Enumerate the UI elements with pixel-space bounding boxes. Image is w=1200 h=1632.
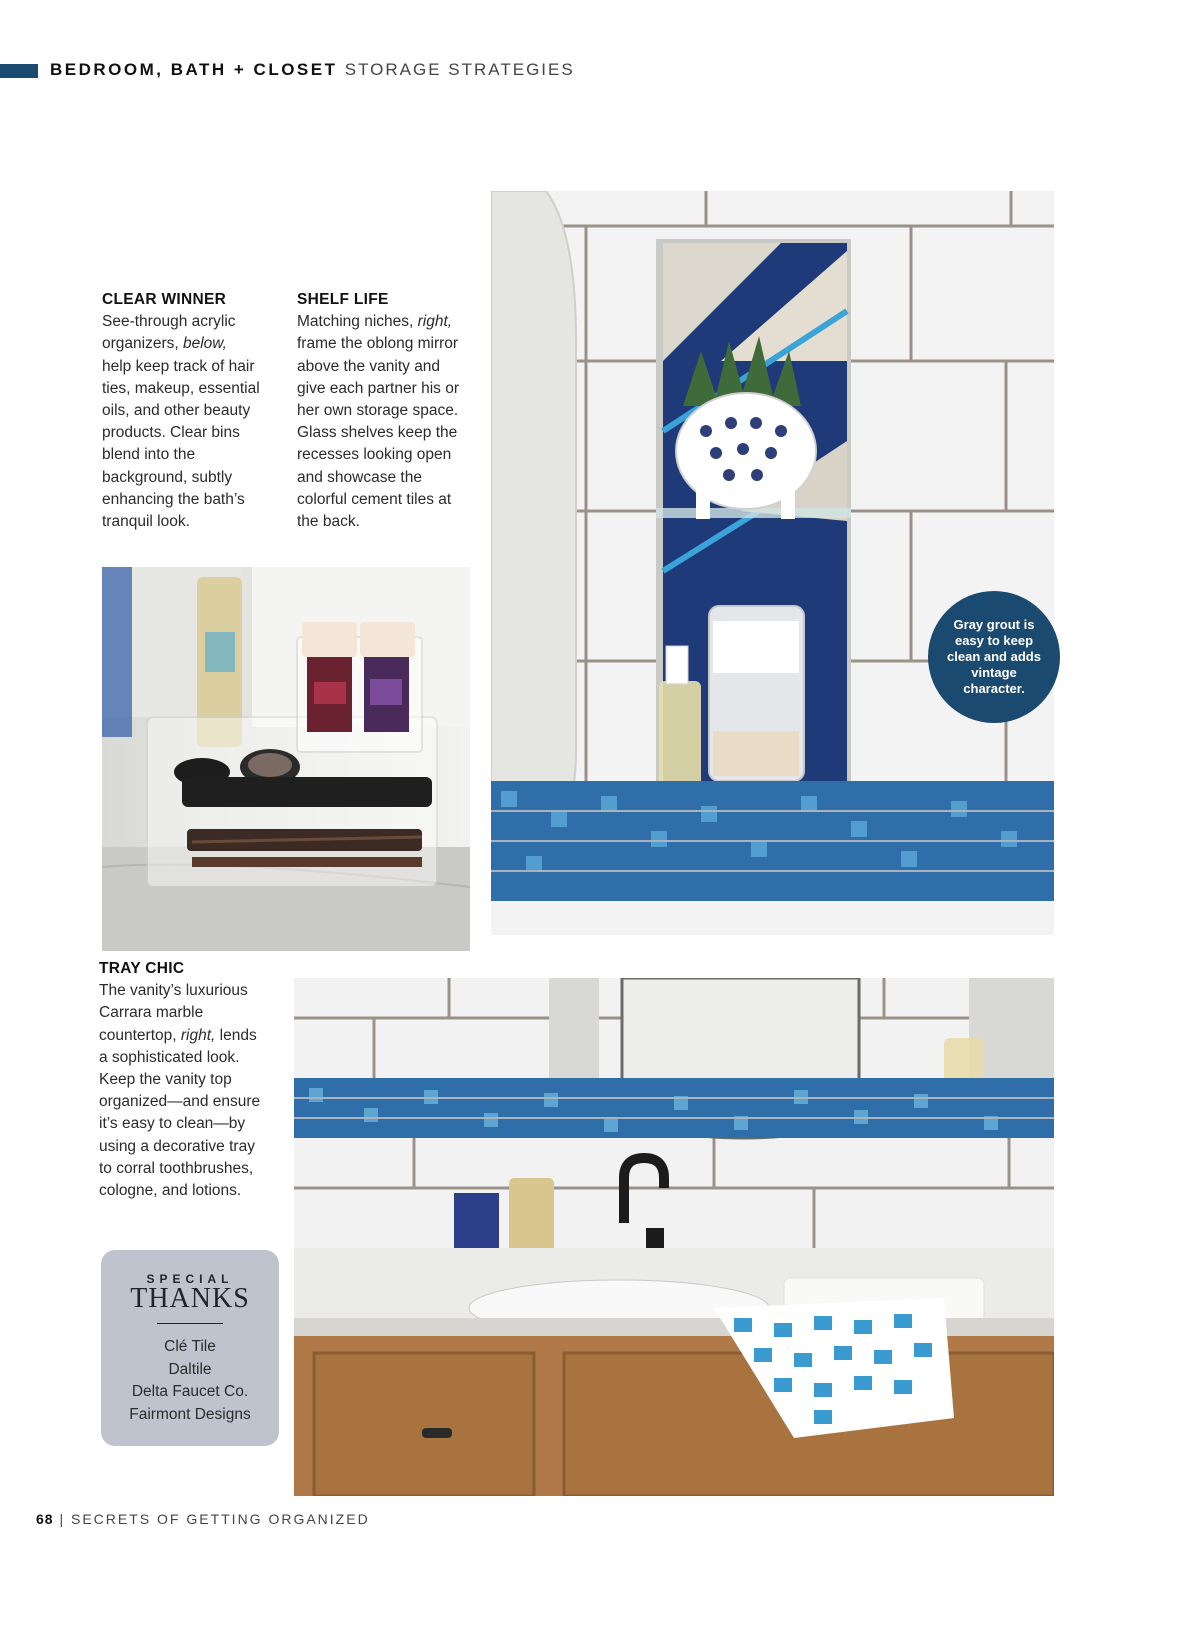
clear-winner-line: products. Clear bins — [102, 424, 240, 442]
thanks-divider — [157, 1323, 223, 1324]
tray-chic-line: countertop, right, lends — [99, 1026, 257, 1044]
clear-winner-line: oils, and other beauty — [102, 402, 251, 420]
footer-separator: | — [59, 1511, 66, 1527]
thanks-name: Daltile — [168, 1360, 212, 1378]
section-header — [50, 60, 575, 80]
shelf-life-block — [297, 289, 482, 533]
section-subtitle: STORAGE STRATEGIES — [344, 60, 575, 79]
clear-winner-title: CLEAR WINNER — [102, 291, 227, 308]
grout-callout — [928, 591, 1060, 723]
clear-winner-line: enhancing the bath’s — [102, 490, 245, 508]
tray-chic-line: The vanity’s luxurious — [99, 982, 248, 1000]
clear-winner-line: blend into the — [102, 446, 196, 464]
tray-chic-italic: right, — [180, 1026, 216, 1044]
grout-callout-text: Gray grout is easy to keep clean and adds vintage character. — [947, 617, 1041, 696]
tray-chic-line: Carrara marble — [99, 1004, 204, 1022]
tray-chic-block — [99, 958, 279, 1202]
clear-winner-line: tranquil look. — [102, 513, 190, 531]
page-footer — [36, 1511, 370, 1527]
thanks-name: Delta Faucet Co. — [131, 1383, 249, 1400]
shelf-life-line: Glass shelves keep the — [297, 424, 458, 442]
shelf-life-line: Matching niches, right, — [297, 313, 453, 331]
tray-chic-line: a sophisticated look. — [99, 1048, 240, 1066]
clear-winner-line: organizers, below, — [102, 335, 227, 353]
special-thanks-panel — [101, 1250, 279, 1446]
clear-winner-italic: below, — [182, 335, 227, 353]
tray-chic-line: organized—and ensure — [99, 1093, 261, 1111]
clear-winner-line: help keep track of hair — [102, 357, 255, 375]
thanks-name: Fairmont Designs — [129, 1405, 251, 1423]
clear-winner-block — [102, 289, 282, 533]
tray-chic-line: using a decorative tray — [99, 1137, 255, 1155]
tray-chic-line: to corral toothbrushes, — [99, 1159, 254, 1177]
shelf-life-line: the back. — [297, 513, 360, 531]
tray-chic-line: it’s easy to clean—by — [99, 1115, 246, 1133]
thanks-title: THANKS — [130, 1283, 250, 1314]
shelf-life-line: colorful cement tiles at — [297, 490, 452, 508]
shelf-life-line: above the vanity and — [297, 357, 441, 375]
shelf-life-line: and showcase the — [297, 468, 422, 486]
acrylic-organizers-photo — [102, 567, 470, 951]
tray-chic-title: TRAY CHIC — [99, 960, 185, 977]
special-kicker: SPECIAL — [146, 1272, 234, 1286]
shelf-life-line: recesses looking open — [297, 446, 452, 464]
publication-title: SECRETS OF GETTING ORGANIZED — [71, 1511, 370, 1527]
shelf-life-line: frame the oblong mirror — [297, 335, 459, 353]
section-title: BEDROOM, BATH + CLOSET — [50, 60, 338, 79]
shelf-life-title: SHELF LIFE — [297, 291, 389, 308]
clear-winner-line: ties, makeup, essential — [102, 379, 260, 397]
clear-winner-line: See-through acrylic — [102, 313, 236, 331]
page-number: 68 — [36, 1511, 54, 1527]
tiled-niche-photo — [491, 191, 1054, 935]
thanks-name: Clé Tile — [164, 1338, 216, 1355]
shelf-life-italic: right, — [417, 313, 453, 331]
vanity-photo — [294, 978, 1054, 1496]
shelf-life-line: her own storage space. — [297, 402, 459, 420]
clear-winner-line: background, subtly — [102, 468, 233, 486]
header-accent-bar — [0, 64, 38, 78]
tray-chic-line: cologne, and lotions. — [99, 1182, 242, 1200]
tray-chic-line: Keep the vanity top — [99, 1071, 232, 1089]
shelf-life-line: give each partner his or — [297, 379, 459, 397]
